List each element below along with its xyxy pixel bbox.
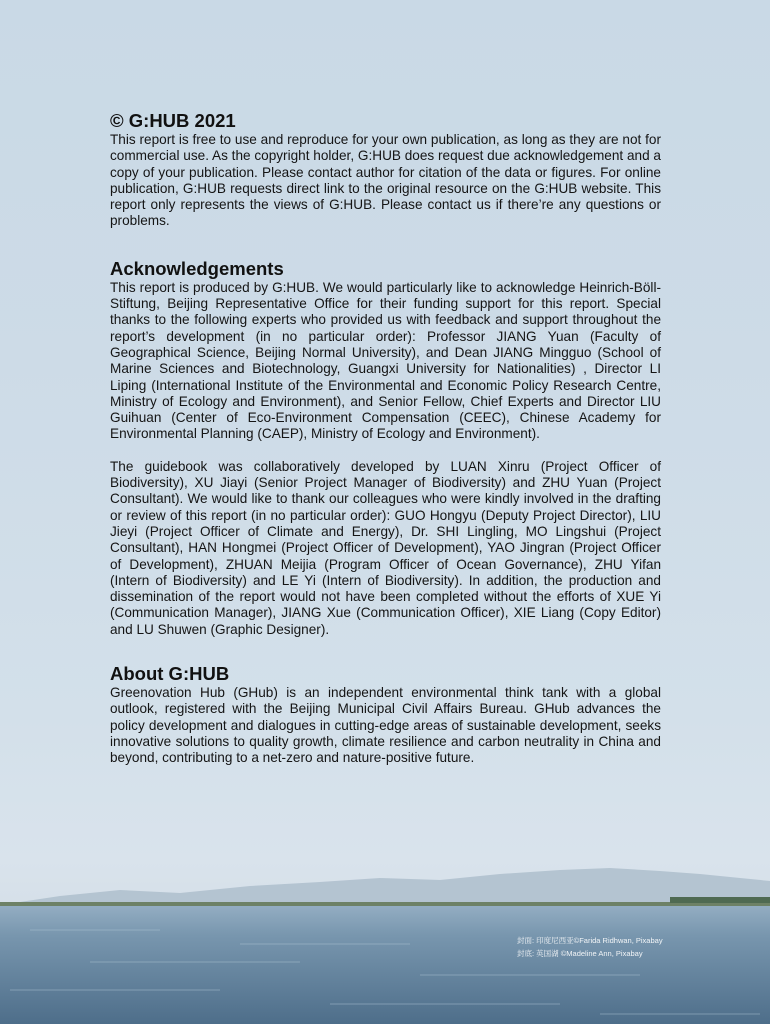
acknowledgements-section [110,258,661,638]
acknowledgements-paragraph-2: The guidebook was collaboratively developed by LUAN Xinru (Project Officer of Biodiversity), XU Jiayi (Senior Project Manager of Biodiversity) and ZHU Yuan (Project Consultant). We would like to thank our colleagues who were kindly involved in the drafting or review of this report (in no particular order): GUO Hongyu (Deputy Project Director), LIU Jieyi (Project Officer of Climate and Energy), Dr. SHI Lingling, MO Lingshui (Project Consultant), HAN Hongmei (Project Officer of Development), YAO Jingran (Project Officer of Development), ZHUAN Meijia (Program Officer of Ocean Governance), ZHU Yifan (Intern of Biodiversity) and LE Yi (Intern of Biodiversity). In addition, the production and dissemination of the report would not have been completed without the efforts of XUE Yi (Communication Manager), JIANG Xue (Communication Officer), XIE Liang (Copy Editor) and LU Shuwen (Graphic Designer). [110,458,661,637]
about-heading: About G:HUB [110,663,230,685]
photo-credit-cover: 封面: 印度尼西亚©Farida Ridhwan, Pixabay [517,936,663,945]
distant-hills [0,868,770,906]
copyright-text: This report is free to use and reproduce for your own publication, as long as they are not for commercial use. As the copyright holder, G:HUB does request due acknowledgement and a copy of your publication. Please contact author for citation of the data or figures. For online publication, G:HUB requests direct link to the original resource on the G:HUB website. This report only represents the views of G:HUB. Please contact us if there’re any questions or problems. [110,132,661,229]
about-section [110,663,661,766]
shoreline-dark [670,897,770,903]
about-text: Greenovation Hub (GHub) is an independent environmental think tank with a global outlook, registered with the Beijing Municipal Civil Affairs Bureau. GHub advances the policy development and dialogues in cutting-edge areas of sustainable development, seeks innovative solutions to quality growth, climate resilience and carbon neutrality in China and beyond, contributing to a net-zero and nature-positive future. [110,685,661,766]
acknowledgements-paragraph-1: This report is produced by G:HUB. We would particularly like to acknowledge Heinrich-Böll-Stiftung, Beijing Representative Office for their funding support for this report. Special thanks to the following experts who provided us with feedback and support throughout the report’s development (in no particular order): Professor JIANG Yuan (Faculty of Geographical Science, Beijing Normal University), and Dean JIANG Mingguo (School of Marine Sciences and Biotechnology, Guangxi University for Nationalities) , Director LI Liping (International Institute of the Environmental and Economic Policy Research Centre, Ministry of Ecology and Environment), and Senior Fellow, Chief Experts and Director LIU Guihuan (Center of Eco-Environment Compensation (CEEC), Chinese Academy for Environmental Planning (CAEP), Ministry of Ecology and Environment). [110,279,661,442]
report-front-matter [110,110,661,789]
photo-credits [517,934,663,960]
lake-water [0,906,770,1024]
acknowledgements-heading: Acknowledgements [110,257,284,279]
photo-credit-back: 封底: 英国湖 ©Madeline Ann, Pixabay [517,949,643,958]
copyright-section [110,110,661,230]
copyright-heading: © G:HUB 2021 [110,110,236,131]
shoreline [0,902,770,906]
